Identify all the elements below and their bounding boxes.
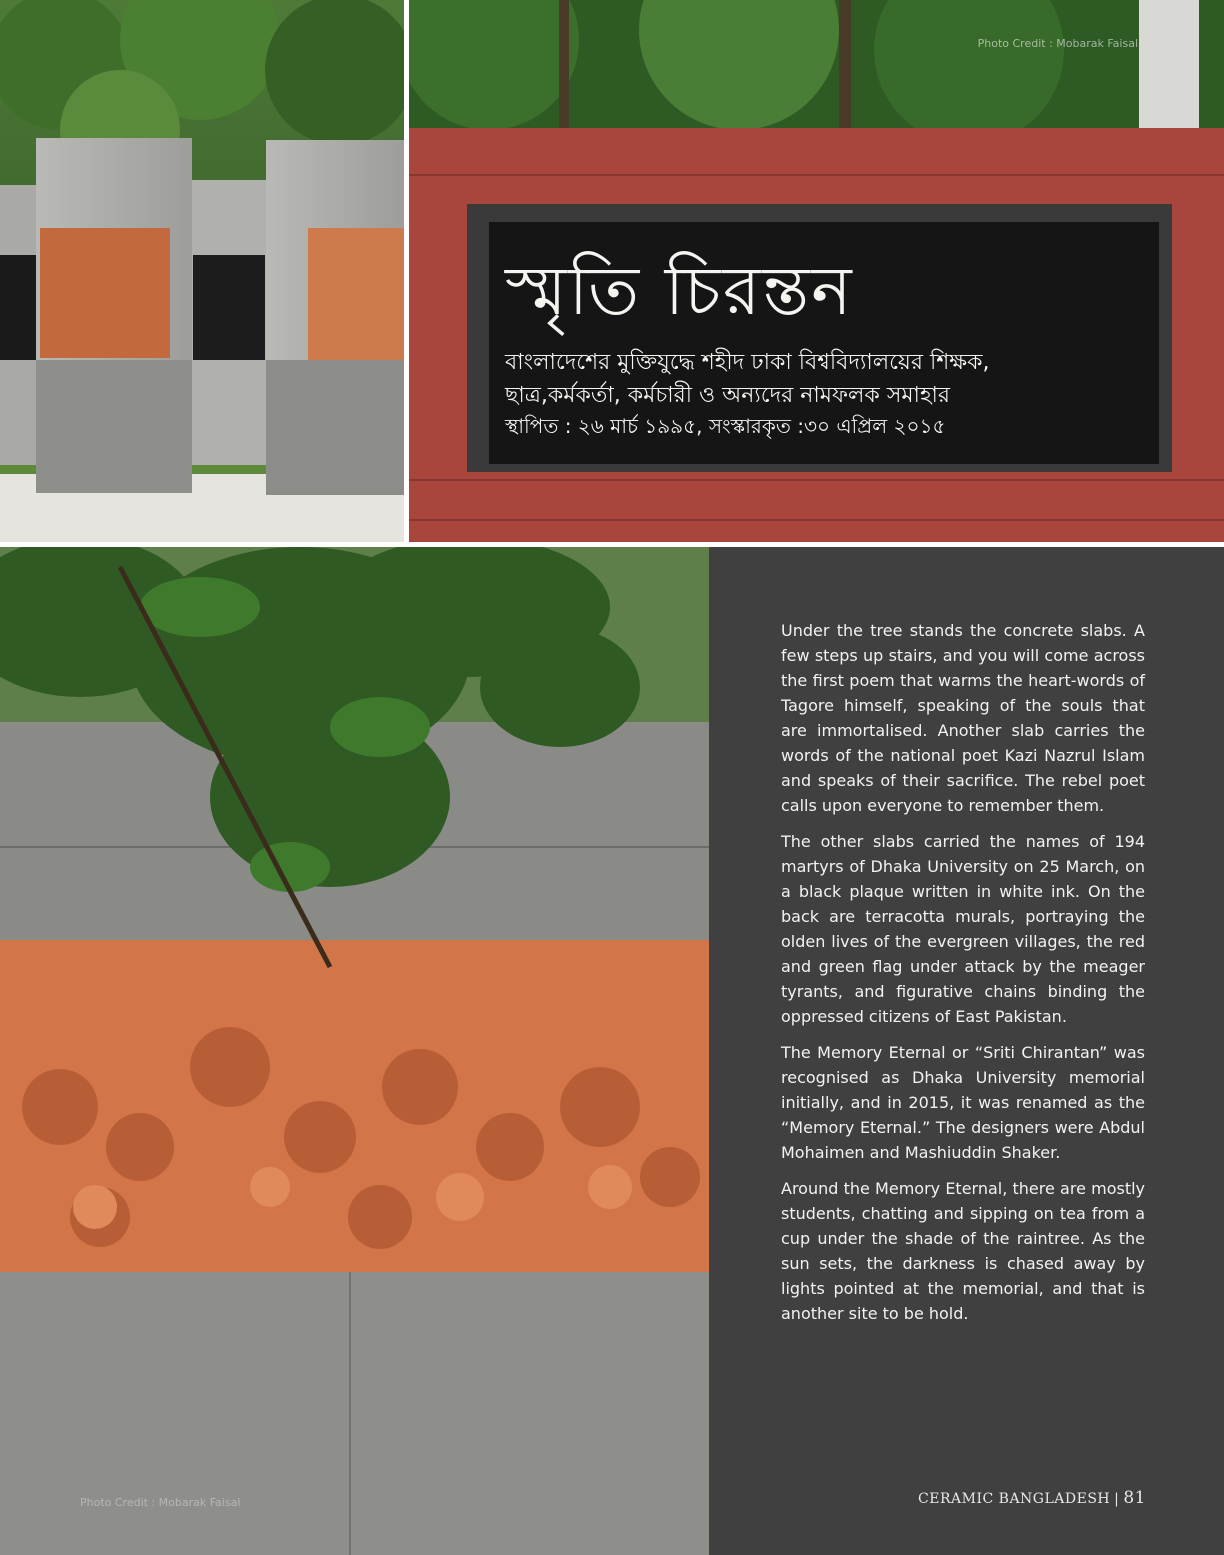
footer-separator: | [1114, 1491, 1120, 1507]
photo-credit-top: Photo Credit : Mobarak Faisal [977, 37, 1138, 50]
article-paragraph: The Memory Eternal or “Sriti Chirantan” was recognised as Dhaka University memorial initially, and in 2015, it was renamed as the “Memory Eternal.” The designers were Abdul Mohaimen and Mashiuddin Shaker. [781, 1043, 1145, 1162]
plaque-line-1: বাংলাদেশের মুক্তিযুদ্ধে শহীদ ঢাকা বিশ্ববিদ্যালয়ের শিক্ষক, [505, 350, 990, 375]
memorial-slabs-photo [0, 0, 404, 542]
publication-name: CERAMIC BANGLADESH [918, 1491, 1111, 1507]
page-footer [918, 1488, 1146, 1508]
plaque-title: স্মৃতি চিরন্তন [505, 252, 854, 331]
article-paragraph: The other slabs carried the names of 194 martyrs of Dhaka University on 25 March, on a black plaque written in white ink. On the back are terracotta murals, portraying the olden lives of the evergreen villages, the red and green flag under attack by the meager tyrants, and figurative chains binding the oppressed citizens of East Pakistan. [781, 832, 1145, 1026]
plaque-line-2: ছাত্র,কর্মকর্তা, কর্মচারী ও অন্যদের নামফলক সমাহার [505, 383, 950, 408]
article-paragraph: Under the tree stands the concrete slabs. A few steps up stairs, and you will come across the first poem that warms the heart-words of Tagore himself, speaking of the souls that are immortalised. Another slab carries the words of the national poet Kazi Nazrul Islam and speaks of their sacrifice. The rebel poet calls upon everyone to remember them. [781, 621, 1145, 815]
article-paragraph: Around the Memory Eternal, there are mostly students, chatting and sipping on tea from a cup under the shade of the raintree. As the sun sets, the darkness is chased away by lights pointed at the memorial, and that is another site to be hold. [781, 1179, 1145, 1323]
photo-credit-bottom: Photo Credit : Mobarak Faisal [80, 1496, 241, 1509]
page-number: 81 [1123, 1488, 1146, 1508]
article-body [781, 618, 1145, 1337]
plaque-line-3: স্থাপিত : ২৬ মার্চ ১৯৯৫, সংস্কারকৃত :৩০ এপ্রিল ২০১৫ [505, 414, 946, 438]
terracotta-mural-photo [0, 547, 709, 1555]
